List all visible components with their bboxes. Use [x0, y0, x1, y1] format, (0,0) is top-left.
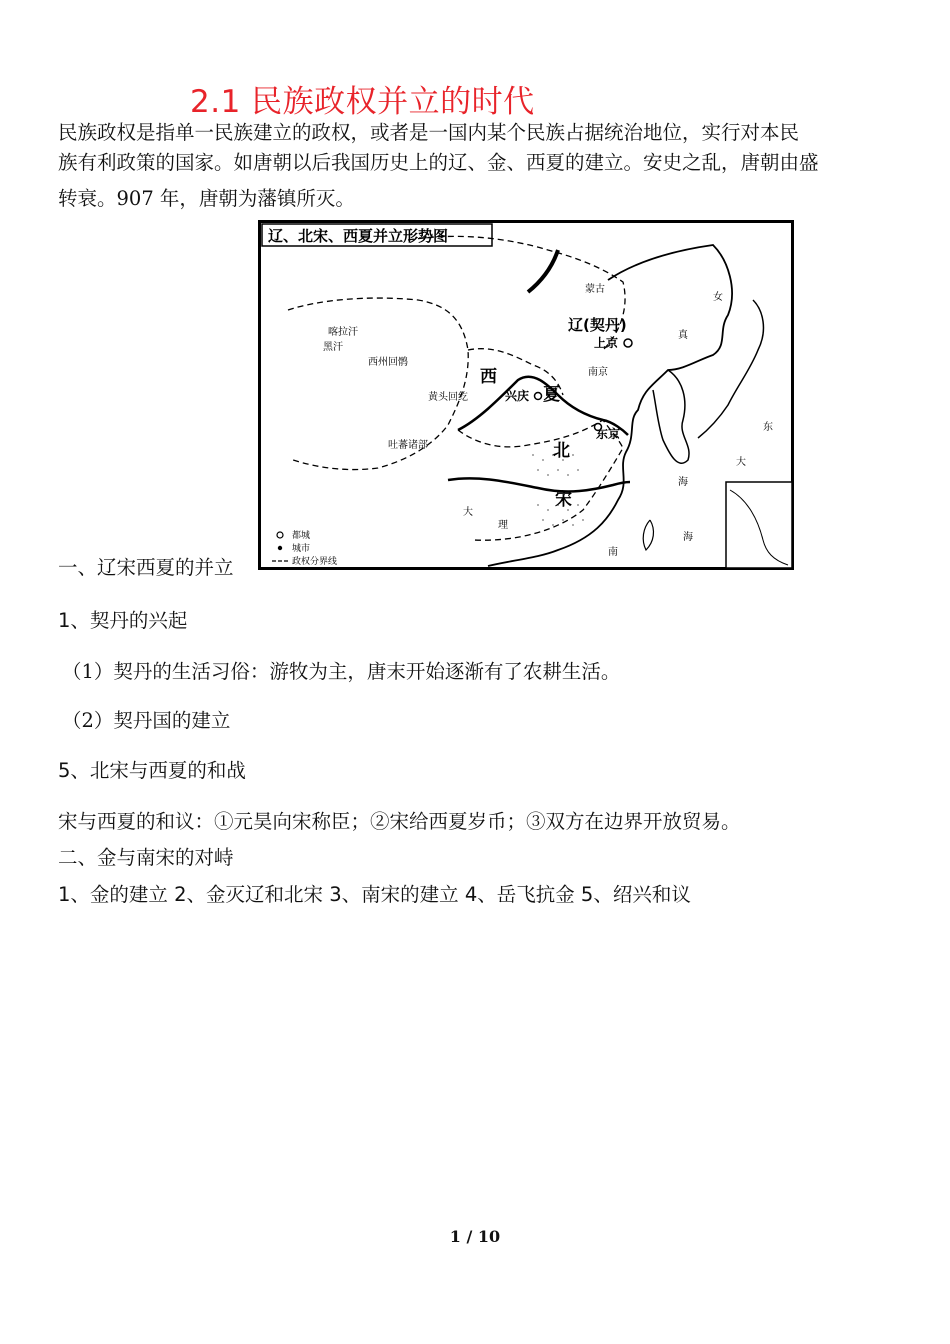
label-nanhai: 南 [608, 547, 618, 558]
intro-paragraph [58, 118, 896, 214]
item-1: 1、契丹的兴起 [58, 609, 188, 632]
label-dali-1: 大 [463, 507, 473, 518]
label-dahai: 海 [678, 477, 688, 488]
label-song: 宋 [555, 490, 572, 510]
label-dongjing: 东京 [596, 427, 621, 441]
legend-border: 政权分界线 [292, 557, 338, 567]
item-1a: （1）契丹的生活习俗：游牧为主，唐末开始逐渐有了农耕生活。 [62, 660, 621, 683]
label-shangjing: 上京 [594, 336, 619, 350]
label-liao: 辽(契丹) [568, 316, 627, 334]
legend-capital: 都城 [292, 531, 311, 541]
peace-terms: 宋与西夏的和议：①元昊向宋称臣；②宋给西夏岁币；③双方在边界开放贸易。 [58, 810, 741, 833]
section-1-heading: 一、辽宋西夏的并立 [58, 556, 234, 579]
label-xi: 西 [480, 367, 497, 387]
legend-city: 城市 [292, 544, 311, 554]
page-number: 1 / 10 [449, 1227, 501, 1246]
label-bei: 北 [553, 441, 570, 461]
label-dong: 东 [763, 422, 773, 433]
section-2-items: 1、金的建立 2、金灭辽和北宋 3、南宋的建立 4、岳飞抗金 5、绍兴和议 [58, 883, 691, 906]
label-nv: 女 [713, 292, 723, 303]
historical-map [258, 220, 794, 570]
label-dali-2: 理 [498, 520, 508, 531]
label-menggu: 蒙古 [585, 284, 605, 295]
label-xingqing: 兴庆 [505, 389, 530, 403]
label-xia: 夏 [543, 385, 560, 405]
label-dahan: 黑汗 [323, 342, 343, 353]
label-zhen: 真 [678, 330, 688, 341]
label-hai: 海 [683, 532, 693, 543]
label-kala: 喀拉汗 [328, 327, 358, 338]
intro-line-2: 族有利政策的国家。如唐朝以后我国历史上的辽、金、西夏的建立。安史之乱，唐朝由盛 [58, 151, 819, 174]
item-5: 5、北宋与西夏的和战 [58, 759, 246, 782]
label-nanjing: 南京 [588, 367, 608, 378]
item-1b: （2）契丹国的建立 [62, 709, 231, 732]
label-huihe: 黄头回纥 [428, 392, 468, 403]
page-title: 2.1 民族政权并立的时代 [190, 84, 535, 120]
section-2-heading: 二、金与南宋的对峙 [58, 846, 234, 869]
intro-line-1: 民族政权是指单一民族建立的政权，或者是一国内某个民族占据统治地位，实行对本民 [58, 121, 800, 144]
map-title: 辽、北宋、西夏并立形势图 [268, 227, 449, 245]
south-sea-inset [726, 482, 792, 568]
label-gaochang: 西州回鹘 [368, 357, 408, 368]
label-da: 大 [736, 457, 746, 468]
label-tubo: 吐蕃诸部 [388, 440, 428, 451]
intro-line-3: 转衰。907 年，唐朝为藩镇所灭。 [58, 187, 355, 210]
